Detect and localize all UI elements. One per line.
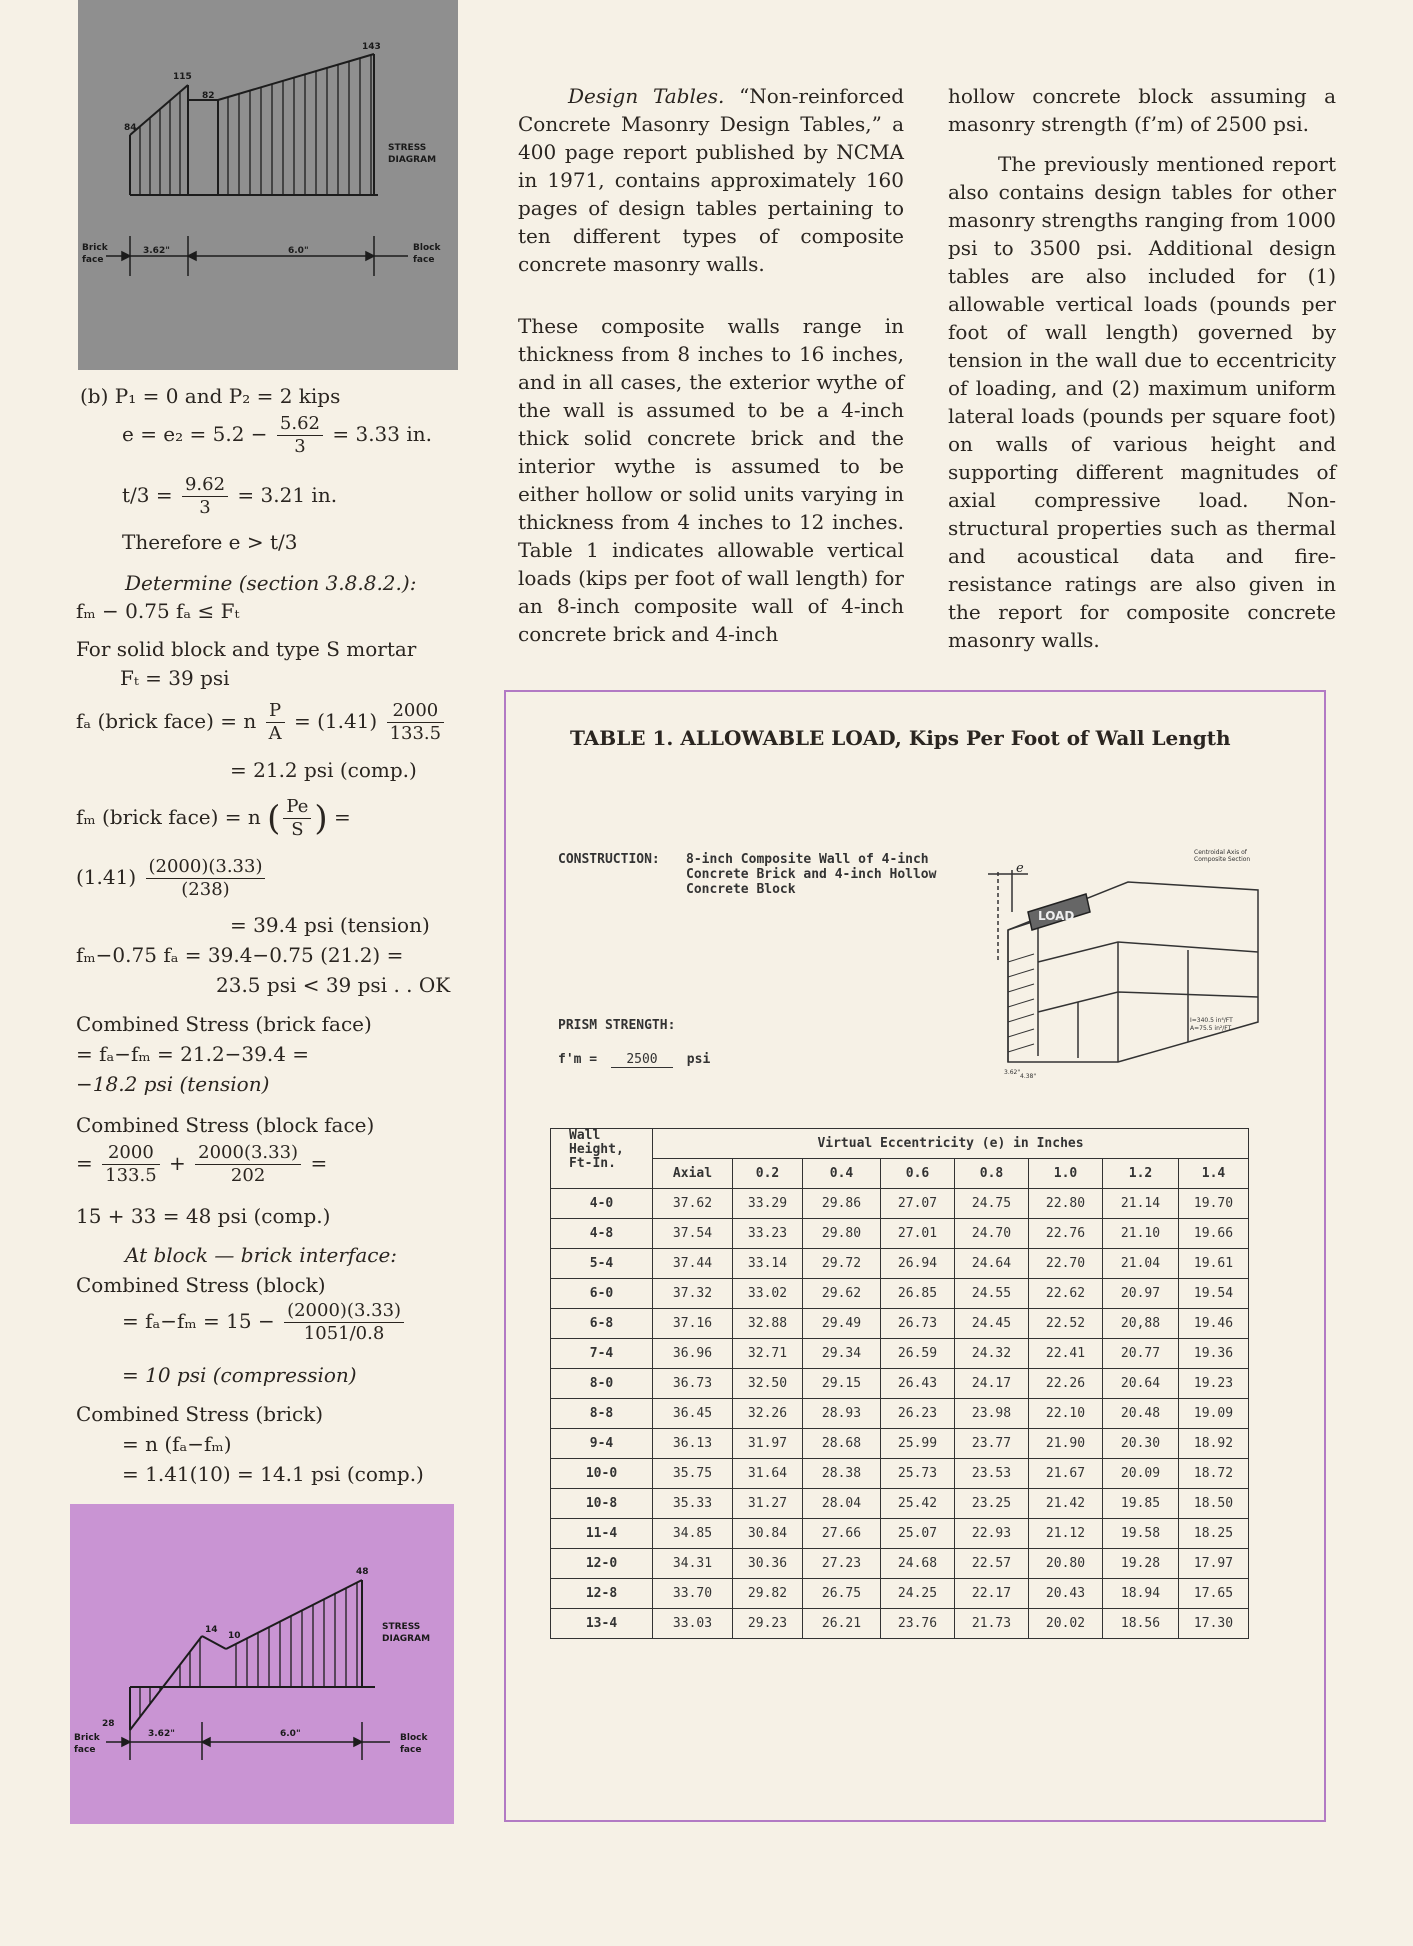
load-value-cell: 24.45 (955, 1309, 1029, 1339)
calc-t-den: 3 (199, 497, 211, 518)
load-label: LOAD (1038, 909, 1075, 923)
load-value-cell: 24.32 (955, 1339, 1029, 1369)
stress-diagram-b-svg (70, 1504, 454, 1824)
calc-cs-block2-fraction (284, 1300, 404, 1345)
stress-diagram-a-svg (78, 0, 458, 370)
calc-t-num: 9.62 (182, 474, 228, 497)
load-value-cell: 29.15 (803, 1369, 881, 1399)
load-value-cell: 19.46 (1179, 1309, 1249, 1339)
paragraph-composite-walls: These composite walls range in thickness from 8 inches to 16 inches, and in all cases, the exterior wythe of the wall is assumed to be a 4-inch thick solid concrete brick and the interior wythe is assumed to be either hollow or solid units varying in thickness from 4 inches to 12 inches. Table 1 indicates allowable vertical loads (kips per foot of wall length) for an 8-inch composite wall of 4-inch concrete brick and 4-inch (518, 314, 904, 646)
calc-fm2-den: (238) (181, 879, 230, 900)
load-value-cell: 21.12 (1029, 1519, 1103, 1549)
calc-fa-result: = 21.2 psi (comp.) (230, 758, 417, 782)
load-value-cell: 20,88 (1103, 1309, 1179, 1339)
column-header: 1.0 (1029, 1159, 1103, 1189)
load-value-cell: 24.55 (955, 1279, 1029, 1309)
table-row (551, 1369, 1249, 1399)
load-value-cell: 24.68 (881, 1549, 955, 1579)
calc-solid-block: For solid block and type S mortar (76, 637, 417, 661)
load-value-cell: 23.77 (955, 1429, 1029, 1459)
column-header: 0.8 (955, 1159, 1029, 1189)
load-value-cell: 32.26 (733, 1399, 803, 1429)
load-value-cell: 23.98 (955, 1399, 1029, 1429)
table-row (551, 1549, 1249, 1579)
text-column-right (948, 82, 1336, 654)
load-value-cell: 22.17 (955, 1579, 1029, 1609)
load-value-cell: 33.23 (733, 1219, 803, 1249)
load-value-cell: 33.70 (653, 1579, 733, 1609)
table1-title: TABLE 1. ALLOWABLE LOAD, Kips Per Foot of Wall Length (570, 726, 1231, 750)
fm-value: 2500 (611, 1052, 673, 1068)
load-value-cell: 28.38 (803, 1459, 881, 1489)
load-value-cell: 32.88 (733, 1309, 803, 1339)
calc-cs-block-end: = (310, 1151, 328, 1175)
wall-height-cell: 12-8 (551, 1579, 653, 1609)
calc-fm-pe: Pe (283, 796, 311, 819)
load-value-cell: 26.23 (881, 1399, 955, 1429)
paragraph-other-strengths: The previously mentioned report also contains design tables for other masonry strengths ranging from 1000 psi to 3500 psi. Additional design tables are also included for (1) allowable vertical loads (pounds per foot of wall length) governed by tension in the wall due to eccentricity of loading, and (2) maximum uniform lateral loads (pounds per square foot) on walls of various height and supporting different magnitudes of axial compressive load. Non-structural properties such as thermal and acoustical data and fire-resistance ratings are also given in the report for composite concrete masonry walls. (948, 152, 1336, 652)
dim-b: 4.38" (1020, 1073, 1037, 1080)
calc-cs-block-eq: = (76, 1151, 93, 1175)
load-value-cell: 20.64 (1103, 1369, 1179, 1399)
calc-fa-lhs: fₐ (brick face) = n (76, 709, 257, 733)
load-value-cell: 22.93 (955, 1519, 1029, 1549)
table-body (551, 1189, 1249, 1639)
load-value-cell: 20.09 (1103, 1459, 1179, 1489)
load-value-cell: 21.73 (955, 1609, 1029, 1639)
table1-panel (504, 690, 1326, 1822)
load-value-cell: 30.36 (733, 1549, 803, 1579)
load-value-cell: 29.49 (803, 1309, 881, 1339)
load-value-cell: 22.41 (1029, 1339, 1103, 1369)
load-value-cell: 36.73 (653, 1369, 733, 1399)
table-row (551, 1189, 1249, 1219)
calc-fm2-fraction (146, 856, 266, 901)
load-value-cell: 18.50 (1179, 1489, 1249, 1519)
load-value-cell: 20.43 (1029, 1579, 1103, 1609)
load-value-cell: 37.16 (653, 1309, 733, 1339)
table-row (551, 1399, 1249, 1429)
diagram-a-value-1: 84 (124, 123, 137, 133)
calc-therefore: Therefore e > t/3 (122, 530, 298, 554)
load-value-cell: 19.36 (1179, 1339, 1249, 1369)
load-value-cell: 27.23 (803, 1549, 881, 1579)
load-value-cell: 22.80 (1029, 1189, 1103, 1219)
load-value-cell: 22.26 (1029, 1369, 1103, 1399)
wall-height-cell: 10-8 (551, 1489, 653, 1519)
calc-e-num: 5.62 (277, 413, 323, 436)
load-value-cell: 24.25 (881, 1579, 955, 1609)
load-value-cell: 34.31 (653, 1549, 733, 1579)
calc-fa-mid: = (1.41) (293, 709, 378, 733)
calc-t-line (122, 474, 337, 519)
calc-fa-pa (266, 700, 285, 745)
load-value-cell: 27.07 (881, 1189, 955, 1219)
diagram-a-dim-1: 3.62" (143, 246, 170, 256)
axis-note-2: Composite Section (1194, 856, 1251, 863)
calc-cs-block2-num: (2000)(3.33) (284, 1300, 404, 1323)
calc-fm-eq: = (334, 805, 351, 829)
calc-fm-line2: 23.5 psi < 39 psi . . OK (216, 973, 451, 997)
calc-fm-lhs: fₘ (brick face) = n (76, 805, 261, 829)
load-value-cell: 29.82 (733, 1579, 803, 1609)
construction-line-2: Concrete Brick and 4-inch Hollow (686, 867, 937, 882)
calc-e-den: 3 (294, 436, 306, 457)
load-value-cell: 33.03 (653, 1609, 733, 1639)
eccentricity-group-header: Virtual Eccentricity (e) in Inches (653, 1129, 1249, 1159)
diagram-b-value-4: 48 (356, 1567, 369, 1577)
load-value-cell: 26.94 (881, 1249, 955, 1279)
load-value-cell: 20.97 (1103, 1279, 1179, 1309)
load-value-cell: 26.85 (881, 1279, 955, 1309)
load-value-cell: 17.30 (1179, 1609, 1249, 1639)
paragraph-design-tables (518, 82, 904, 278)
load-value-cell: 29.80 (803, 1219, 881, 1249)
load-value-cell: 34.85 (653, 1519, 733, 1549)
diagram-a-label-1: STRESS (388, 143, 427, 153)
calc-cs-block-n1: 2000 (102, 1142, 160, 1165)
load-value-cell: 28.04 (803, 1489, 881, 1519)
calc-t-fraction (182, 474, 228, 519)
calc-fa-den: 133.5 (389, 723, 442, 744)
diagram-b-dim-2: 6.0" (280, 1729, 301, 1739)
calc-cs-block-line (76, 1142, 327, 1187)
load-value-cell: 21.42 (1029, 1489, 1103, 1519)
calc-fm-s: S (291, 819, 304, 840)
load-value-cell: 19.66 (1179, 1219, 1249, 1249)
calc-fm2-num: (2000)(3.33) (146, 856, 266, 879)
load-value-cell: 26.73 (881, 1309, 955, 1339)
calc-fa-num: 2000 (387, 700, 445, 723)
load-value-cell: 27.66 (803, 1519, 881, 1549)
wall-height-cell: 5-4 (551, 1249, 653, 1279)
load-value-cell: 20.30 (1103, 1429, 1179, 1459)
axis-note-1: Centroidal Axis of (1194, 849, 1247, 856)
column-header: 0.6 (881, 1159, 955, 1189)
wall-height-cell: 6-0 (551, 1279, 653, 1309)
load-value-cell: 35.33 (653, 1489, 733, 1519)
load-value-cell: 37.54 (653, 1219, 733, 1249)
load-value-cell: 17.65 (1179, 1579, 1249, 1609)
load-value-cell: 22.62 (1029, 1279, 1103, 1309)
table-row (551, 1249, 1249, 1279)
calc-fa-line (76, 700, 447, 745)
table-row (551, 1339, 1249, 1369)
allowable-load-table (550, 1128, 1249, 1639)
load-value-cell: 26.59 (881, 1339, 955, 1369)
calc-cs-block-frac2 (195, 1142, 301, 1187)
load-value-cell: 32.50 (733, 1369, 803, 1399)
wall-height-cell: 8-8 (551, 1399, 653, 1429)
calc-cs-brick-2: −18.2 psi (tension) (76, 1072, 270, 1096)
calc-cs-block-d2: 202 (230, 1165, 266, 1186)
prism-strength-label: PRISM STRENGTH: (558, 1018, 676, 1033)
load-value-cell: 19.54 (1179, 1279, 1249, 1309)
calc-cs-block-n2: 2000(3.33) (195, 1142, 301, 1165)
load-value-cell: 25.42 (881, 1489, 955, 1519)
calc-fm2-line (76, 856, 268, 901)
load-value-cell: 24.70 (955, 1219, 1029, 1249)
table-row (551, 1309, 1249, 1339)
calc-fa-p: P (266, 700, 285, 723)
load-value-cell: 18.72 (1179, 1459, 1249, 1489)
diagram-b-left-face-1: Brick (74, 1733, 100, 1743)
load-value-cell: 26.75 (803, 1579, 881, 1609)
eccentricity-label: e (1016, 861, 1024, 876)
load-value-cell: 18.94 (1103, 1579, 1179, 1609)
column-header: 0.2 (733, 1159, 803, 1189)
column-header-row (551, 1159, 1249, 1189)
load-value-cell: 29.62 (803, 1279, 881, 1309)
column-header: 1.2 (1103, 1159, 1179, 1189)
calc-cs-block2-den: 1051/0.8 (303, 1323, 385, 1344)
calc-t-lhs: t/3 = (122, 483, 173, 507)
fm-label: f'm = (558, 1052, 598, 1067)
load-value-cell: 23.53 (955, 1459, 1029, 1489)
diagram-b-value-3: 10 (228, 1631, 241, 1641)
load-value-cell: 28.68 (803, 1429, 881, 1459)
load-value-cell: 25.07 (881, 1519, 955, 1549)
wall-height-cell: 11-4 (551, 1519, 653, 1549)
load-value-cell: 22.76 (1029, 1219, 1103, 1249)
load-value-cell: 24.75 (955, 1189, 1029, 1219)
calc-cs-block2-title: Combined Stress (block) (76, 1273, 326, 1297)
calc-cs-block2-lhs: = fₐ−fₘ = 15 − (122, 1309, 275, 1333)
load-value-cell: 21.67 (1029, 1459, 1103, 1489)
fm-unit: psi (686, 1052, 711, 1067)
table-row (551, 1489, 1249, 1519)
load-value-cell: 19.28 (1103, 1549, 1179, 1579)
load-value-cell: 37.62 (653, 1189, 733, 1219)
load-value-cell: 25.73 (881, 1459, 955, 1489)
construction-label: CONSTRUCTION: (558, 852, 660, 867)
load-value-cell: 22.52 (1029, 1309, 1103, 1339)
load-value-cell: 20.48 (1103, 1399, 1179, 1429)
wall-section-illustration (968, 842, 1268, 1092)
load-value-cell: 23.25 (955, 1489, 1029, 1519)
calc-ft-value: Fₜ = 39 psi (120, 666, 230, 690)
load-value-cell: 20.02 (1029, 1609, 1103, 1639)
section-prop-1: I=340.5 in⁴/FT (1190, 1017, 1233, 1024)
calc-interface: At block — brick interface: (125, 1243, 398, 1267)
construction-line-1: 8-inch Composite Wall of 4-inch (686, 852, 929, 867)
load-value-cell: 37.44 (653, 1249, 733, 1279)
calc-determine: Determine (section 3.8.8.2.): (125, 571, 417, 595)
load-value-cell: 23.76 (881, 1609, 955, 1639)
load-value-cell: 22.70 (1029, 1249, 1103, 1279)
diagram-a-value-4: 143 (362, 42, 381, 52)
prism-strength-row (558, 1052, 710, 1068)
diagram-a-label-2: DIAGRAM (388, 155, 437, 165)
load-value-cell: 28.93 (803, 1399, 881, 1429)
load-value-cell: 21.10 (1103, 1219, 1179, 1249)
calc-fm-line1: fₘ−0.75 fₐ = 39.4−0.75 (21.2) = (76, 943, 404, 967)
column-header: Axial (653, 1159, 733, 1189)
wall-height-cell: 12-0 (551, 1549, 653, 1579)
load-value-cell: 24.17 (955, 1369, 1029, 1399)
load-value-cell: 29.86 (803, 1189, 881, 1219)
diagram-b-left-face-2: face (74, 1745, 96, 1755)
load-value-cell: 24.64 (955, 1249, 1029, 1279)
calc-cs-block2-result: = 10 psi (compression) (122, 1363, 357, 1387)
wall-height-cell: 6-8 (551, 1309, 653, 1339)
load-value-cell: 18.92 (1179, 1429, 1249, 1459)
construction-line-3: Concrete Block (686, 882, 796, 897)
load-value-cell: 17.97 (1179, 1549, 1249, 1579)
paragraph-design-tables-title: Design Tables. (568, 84, 725, 108)
load-value-cell: 33.02 (733, 1279, 803, 1309)
calc-fa-a: A (268, 723, 282, 744)
wall-header-2: Height, (569, 1142, 624, 1157)
calc-fa-fraction (387, 700, 445, 745)
calc-t-rhs: = 3.21 in. (237, 483, 338, 507)
load-value-cell: 21.14 (1103, 1189, 1179, 1219)
load-value-cell: 22.10 (1029, 1399, 1103, 1429)
table-row (551, 1579, 1249, 1609)
diagram-b-label-1: STRESS (382, 1622, 421, 1632)
load-value-cell: 19.70 (1179, 1189, 1249, 1219)
load-value-cell: 37.32 (653, 1279, 733, 1309)
construction-description (686, 852, 936, 897)
diagram-b-right-face-1: Block (400, 1733, 428, 1743)
calc-cs-brick-title: Combined Stress (brick face) (76, 1012, 372, 1036)
load-value-cell: 29.23 (733, 1609, 803, 1639)
load-value-cell: 31.97 (733, 1429, 803, 1459)
calc-cs-block2-line (122, 1300, 407, 1345)
load-value-cell: 22.57 (955, 1549, 1029, 1579)
wall-height-cell: 4-8 (551, 1219, 653, 1249)
load-value-cell: 33.14 (733, 1249, 803, 1279)
calc-cs-block-title: Combined Stress (block face) (76, 1113, 375, 1137)
paragraph-design-tables-body: “Non-reinforced Concrete Masonry Design Tables,” a 400 page report published by NCMA in 1971, contains approximately 160 pages of design tables pertaining to ten different types of composite concrete masonry walls. (518, 84, 904, 276)
load-value-cell: 36.96 (653, 1339, 733, 1369)
wall-height-cell: 13-4 (551, 1609, 653, 1639)
load-value-cell: 19.09 (1179, 1399, 1249, 1429)
paragraph-hollow-block: hollow concrete block assuming a masonry strength (f’m) of 2500 psi. (948, 84, 1336, 136)
table-row (551, 1219, 1249, 1249)
wall-height-cell: 8-0 (551, 1369, 653, 1399)
load-value-cell: 21.04 (1103, 1249, 1179, 1279)
calc-e-line (122, 413, 432, 458)
diagram-b-value-1: 28 (102, 1719, 115, 1729)
table-row (551, 1459, 1249, 1489)
calc-cs-brick2-1: = n (fₐ−fₘ) (122, 1432, 232, 1456)
text-column-middle (518, 82, 904, 648)
calc-fm-result: = 39.4 psi (tension) (230, 913, 430, 937)
load-value-cell: 32.71 (733, 1339, 803, 1369)
load-value-cell: 20.77 (1103, 1339, 1179, 1369)
diagram-b-label-2: DIAGRAM (382, 1634, 431, 1644)
diagram-a-left-face-1: Brick (82, 243, 108, 253)
load-value-cell: 19.85 (1103, 1489, 1179, 1519)
diagram-a-right-face-2: face (413, 255, 435, 265)
calc-cs-block-d1: 133.5 (105, 1165, 157, 1186)
load-value-cell: 33.29 (733, 1189, 803, 1219)
load-value-cell: 18.25 (1179, 1519, 1249, 1549)
calc-cs-brick2-title: Combined Stress (brick) (76, 1402, 324, 1426)
calc-fm-line: fₘ (brick face) = n ( $\frac{Pe}{S}$ ) = (76, 796, 351, 840)
diagram-a-value-2: 115 (173, 72, 192, 82)
table-row (551, 1429, 1249, 1459)
diagram-b-dim-1: 3.62" (148, 1729, 175, 1739)
table-row (551, 1519, 1249, 1549)
load-value-cell: 27.01 (881, 1219, 955, 1249)
load-value-cell: 36.13 (653, 1429, 733, 1459)
load-value-cell: 19.58 (1103, 1519, 1179, 1549)
diagram-a-dim-2: 6.0" (288, 246, 309, 256)
calc-cs-brick2-2: = 1.41(10) = 14.1 psi (comp.) (122, 1462, 424, 1486)
diagram-a-left-face-2: face (82, 255, 104, 265)
load-value-cell: 36.45 (653, 1399, 733, 1429)
calc-cs-block-result: 15 + 33 = 48 psi (comp.) (76, 1204, 331, 1228)
wall-height-cell: 7-4 (551, 1339, 653, 1369)
calc-cs-block-plus: + (169, 1151, 186, 1175)
calc-e-lhs: e = e₂ = 5.2 − (122, 422, 268, 446)
wall-header-3: Ft-In. (569, 1156, 616, 1171)
table-row (551, 1609, 1249, 1639)
load-value-cell: 25.99 (881, 1429, 955, 1459)
calc-e-rhs: = 3.33 in. (332, 422, 432, 446)
load-value-cell: 19.61 (1179, 1249, 1249, 1279)
table-row (551, 1279, 1249, 1309)
load-value-cell: 26.21 (803, 1609, 881, 1639)
load-value-cell: 31.27 (733, 1489, 803, 1519)
calc-cs-brick-1: = fₐ−fₘ = 21.2−39.4 = (76, 1042, 310, 1066)
calc-cs-block-frac1 (102, 1142, 160, 1187)
load-value-cell: 35.75 (653, 1459, 733, 1489)
load-value-cell: 19.23 (1179, 1369, 1249, 1399)
column-header: 0.4 (803, 1159, 881, 1189)
dim-a: 3.62" (1004, 1069, 1021, 1076)
load-value-cell: 31.64 (733, 1459, 803, 1489)
calc-e-fraction (277, 413, 323, 458)
load-value-cell: 30.84 (733, 1519, 803, 1549)
wall-height-header (551, 1129, 653, 1189)
wall-header-1: Wall (569, 1128, 601, 1143)
calc-case-b: (b) P₁ = 0 and P₂ = 2 kips (80, 384, 341, 408)
load-value-cell: 26.43 (881, 1369, 955, 1399)
load-value-cell: 29.72 (803, 1249, 881, 1279)
diagram-b-value-2: 14 (205, 1625, 218, 1635)
wall-height-cell: 4-0 (551, 1189, 653, 1219)
diagram-a-value-3: 82 (202, 91, 215, 101)
load-value-cell: 18.56 (1103, 1609, 1179, 1639)
stress-diagram-b (70, 1504, 454, 1824)
load-value-cell: 29.34 (803, 1339, 881, 1369)
diagram-b-right-face-2: face (400, 1745, 422, 1755)
calc-fm2-lhs: (1.41) (76, 865, 137, 889)
wall-height-cell: 9-4 (551, 1429, 653, 1459)
wall-height-cell: 10-0 (551, 1459, 653, 1489)
section-prop-2: A=75.5 in²/FT (1190, 1025, 1232, 1032)
load-value-cell: 21.90 (1029, 1429, 1103, 1459)
column-header: 1.4 (1179, 1159, 1249, 1189)
calc-fm-check: fₘ − 0.75 fₐ ≤ Fₜ (76, 599, 240, 623)
diagram-a-right-face-1: Block (413, 243, 441, 253)
stress-diagram-a (78, 0, 458, 370)
load-value-cell: 20.80 (1029, 1549, 1103, 1579)
calc-fm-fraction (283, 796, 311, 841)
